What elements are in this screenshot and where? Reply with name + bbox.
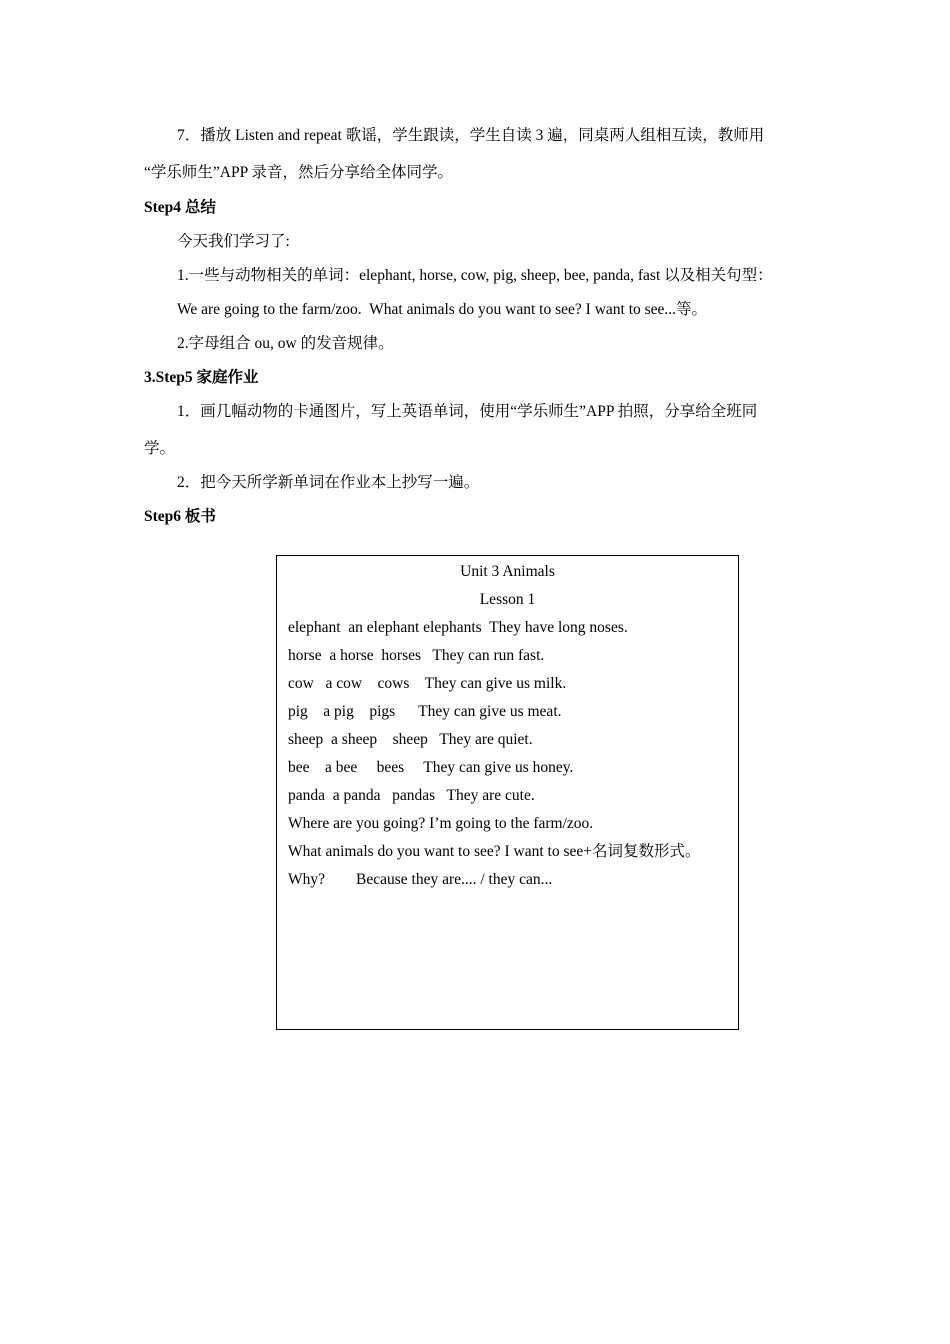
board-title: Unit 3 Animals: [460, 563, 555, 580]
step6-heading: Step6 板书: [144, 508, 216, 525]
step4-item-2: 2.字母组合 ou, ow 的发音规律。: [177, 335, 394, 352]
board-line-bee: bee a bee bees They can give us honey.: [288, 759, 574, 776]
board-line-cow: cow a cow cows They can give us milk.: [288, 675, 567, 692]
board-line-what: What animals do you want to see? I want to see+名词复数形式。: [288, 843, 701, 860]
step5-heading: 3.Step5 家庭作业: [144, 369, 259, 386]
step4-heading: Step4 总结: [144, 199, 216, 216]
board-line-sheep: sheep a sheep sheep They are quiet.: [288, 731, 533, 748]
board-line-horse: horse a horse horses They can run fast.: [288, 647, 545, 664]
blackboard-box: [276, 555, 739, 1030]
board-line-where: Where are you going? I’m going to the farm/zoo.: [288, 815, 594, 832]
paragraph-7-line-2: “学乐师生”APP 录音，然后分享给全体同学。: [144, 164, 453, 181]
step4-item-1-line-2: We are going to the farm/zoo. What animals do you want to see? I want to see...等。: [177, 301, 708, 318]
board-line-panda: panda a panda pandas They are cute.: [288, 787, 535, 804]
step5-item-1-line-1: 1．画几幅动物的卡通图片，写上英语单词，使用“学乐师生”APP 拍照，分享给全班同: [177, 403, 758, 420]
step4-item-1-line-1: 1.一些与动物相关的单词：elephant, horse, cow, pig, sheep, bee, panda, fast 以及相关句型：: [177, 267, 773, 284]
step4-intro: 今天我们学习了:: [177, 233, 290, 250]
step5-item-1-line-2: 学。: [144, 440, 176, 457]
board-line-why: Why? Because they are.... / they can...: [288, 871, 553, 888]
board-line-elephant: elephant an elephant elephants They have long noses.: [288, 619, 628, 636]
board-line-pig: pig a pig pigs They can give us meat.: [288, 703, 562, 720]
paragraph-7-line-1: 7．播放 Listen and repeat 歌谣，学生跟读，学生自读 3 遍，同桌两人组相互读，教师用: [177, 127, 765, 144]
board-subtitle: Lesson 1: [479, 591, 536, 608]
step5-item-2: 2．把今天所学新单词在作业本上抄写一遍。: [177, 474, 480, 491]
